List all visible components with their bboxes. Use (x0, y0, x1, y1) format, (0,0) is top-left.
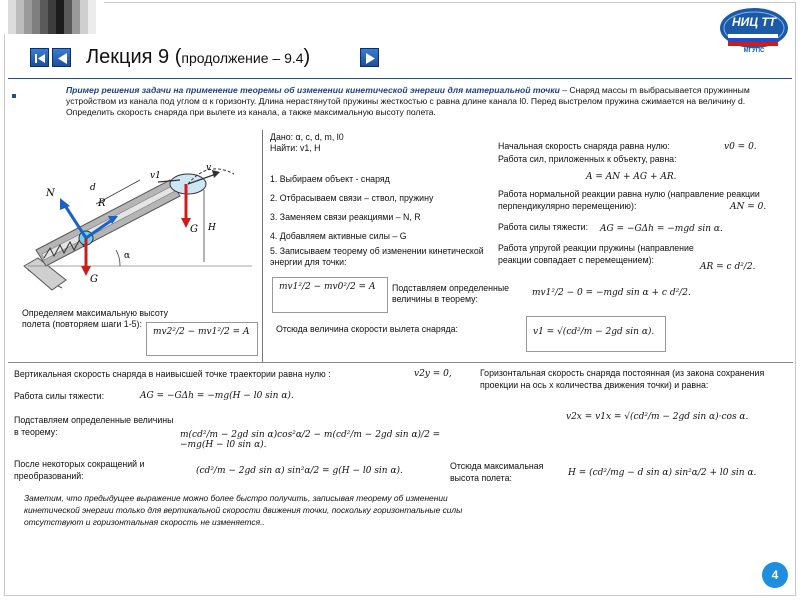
note-text: Заметим, что предыдущее выражение можно более быстро получить, записывая теорему об изменении кинетической энергии только для вертикальной скорости движения точки, поскольку горизонтальные силы отсутствуют и горизонтальная скорость не изменяется.. (24, 493, 463, 527)
step-3: 3. Заменяем связи реакциями – N, R (270, 212, 421, 222)
step-2: 2. Отбрасываем связи – ствол, пружину (270, 193, 434, 203)
title-close: ) (303, 46, 311, 68)
steps-list (270, 170, 488, 246)
label-G2: G (190, 224, 198, 235)
right-intro (498, 140, 728, 166)
subst-bottom-text: Подставляем определенные величины в теорему: (14, 415, 174, 437)
label-G: G (90, 274, 98, 285)
next-slide-button[interactable] (360, 48, 379, 67)
normal-text: Работа нормальной реакции равна нулю (направление реакции перпендикулярно перемещению): (498, 189, 760, 211)
reduce-text: После некоторых сокращений и преобразований: (14, 459, 145, 481)
top-decor-bar (0, 0, 480, 34)
maxh-left-formula: mv2²/2 − mv1²/2 = A (153, 327, 250, 337)
work-formula: A = AN + AG + AR. (586, 172, 677, 182)
step-5: 5. Записываем теорему об изменении кинетической энергии для точки: (270, 246, 484, 267)
gravity-formula: AG = −GΔh = −mgd sin α. (600, 224, 723, 234)
page-title (86, 46, 310, 69)
spring-text: Работа упругой реакции пружины (направление реакции совпадает с перемещением): (498, 243, 694, 265)
previous-slide-button[interactable] (52, 48, 71, 67)
grav-formula: AG = −GΔh = −mg(H − l0 sin α). (140, 391, 294, 401)
nav-buttons (30, 48, 71, 67)
work-text: Работа сил, приложенных к объекту, равна: (498, 154, 677, 164)
step-1: 1. Выбираем объект - снаряд (270, 174, 390, 184)
given-find: Найти: v1, H (270, 143, 321, 153)
university-logo (716, 4, 792, 54)
grav-text: Работа силы тяжести: (14, 391, 105, 401)
cannon-diagram (20, 150, 260, 298)
maxh-left-box (146, 322, 258, 356)
vert-text: Вертикальная скорость снаряда в наивысшей точке траектории равна нулю : (14, 369, 331, 379)
label-v: v (206, 163, 212, 173)
first-slide-button[interactable] (30, 48, 49, 67)
maxh-left-text: Определяем максимальную высоту полета (повторяем шаги 1-5): (22, 308, 169, 329)
title-main: Лекция 9 ( (86, 46, 182, 68)
label-H: H (208, 223, 216, 233)
speed-box (526, 316, 666, 352)
horiz-text: Горизонтальная скорость снаряда постоянная (из закона сохранения проекции на ось x количества движения точки) и равна: (480, 368, 765, 390)
title-sub: продолжение – 9.4 (181, 50, 304, 66)
arrow-right-icon (361, 49, 380, 68)
subst-text: Подставляем определенные величины в теорему: (392, 283, 510, 304)
maxh-bottom-text: Отсюда максимальная высота полета: (450, 461, 544, 483)
theorem-formula: mv1²/2 − mv0²/2 = A (279, 282, 376, 292)
vert-formula: v2y = 0, (414, 369, 452, 379)
label-alpha: α (124, 251, 131, 261)
v0-formula: v0 = 0. (724, 142, 757, 152)
label-R: R (98, 198, 106, 209)
spring-formula: AR = c d²/2. (700, 262, 756, 272)
maxh-bottom-formula: H = (cd²/mg − d sin α) sin²α/2 + l0 sin α. (568, 468, 757, 478)
normal-formula: AN = 0. (730, 202, 767, 212)
step-4: 4. Добавляем активные силы – G (270, 231, 407, 241)
bullet-marker (12, 94, 16, 98)
reduce-formula: (cd²/m − 2gd sin α) sin²α/2 = g(H − l0 sin α). (196, 466, 403, 476)
problem-text: – Снаряд массы m выбрасывается пружинным устройством из канала под углом α к горизонту. Длина нерастянутой пружины жесткостью c равна длине канала l0. Перед выстрелом пружина сжимается на величину d. Определить скорость снаряда при вылете из канала, а также максимальную высоту полета. (66, 85, 750, 117)
header-divider (8, 78, 792, 79)
vertical-divider (262, 130, 263, 362)
gravity-text: Работа силы тяжести: (498, 222, 589, 232)
logo-subtext: МГУПС (743, 48, 765, 54)
label-d: d (90, 183, 96, 193)
horizontal-divider (8, 362, 793, 363)
subst-bottom-formula: m(cd²/m − 2gd sin α)cos²α/2 − m(cd²/m − 2gd sin α)/2 = −mg(H − l0 sin α). (180, 430, 441, 450)
arrow-left-icon (53, 49, 72, 68)
v0-text: Начальная скорость снаряда равна нулю: (498, 141, 670, 151)
given-dano: Дано: α, c, d, m, l0 (270, 132, 344, 142)
problem-highlight: Пример решения задачи на применение теоремы об изменении кинетической энергии для материальной точки (66, 85, 560, 95)
page-number-badge: 4 (762, 562, 788, 588)
given-block (270, 132, 410, 154)
problem-statement (66, 85, 776, 118)
theorem-box (272, 277, 388, 313)
speed-formula: v1 = √(cd²/m − 2gd sin α). (533, 327, 655, 337)
subst-formula: mv1²/2 − 0 = −mgd sin α + c d²/2. (532, 288, 691, 298)
label-N: N (46, 188, 55, 199)
skip-back-icon (31, 49, 50, 68)
logo-text: НИЦ ТТ (731, 15, 777, 29)
label-v1: v1 (150, 171, 161, 181)
speed-text: Отсюда величина скорости вылета снаряда: (276, 324, 458, 334)
horiz-formula: v2x = v1x = √(cd²/m − 2gd sin α)·cos α. (566, 412, 749, 422)
